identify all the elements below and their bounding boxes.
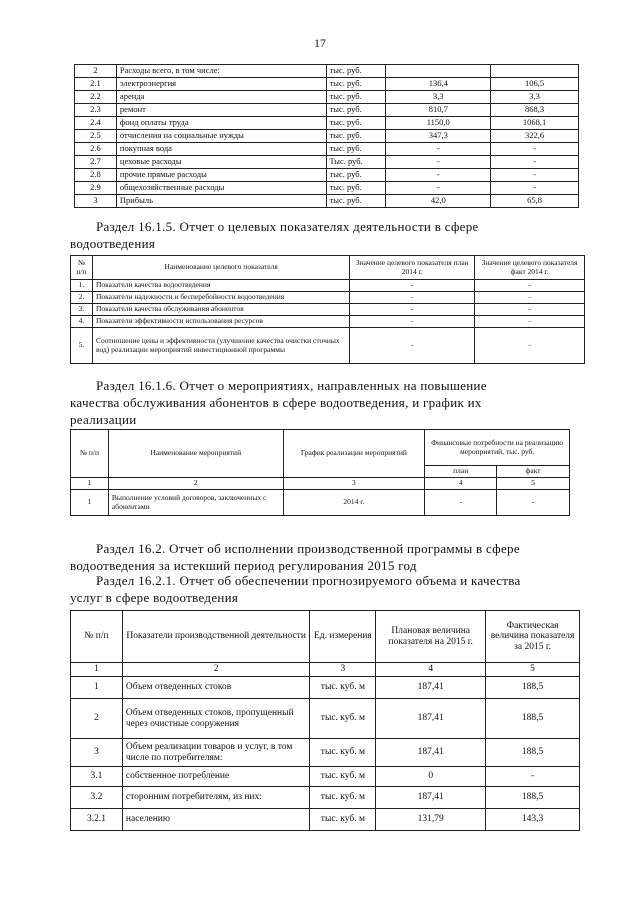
header-cell: № п/п bbox=[71, 256, 93, 280]
table-row: 1 Выполнение условий договоров, заключенных с абонентами 2014 г. - - bbox=[71, 490, 570, 516]
header-cell: Значение целевого показателя факт 2014 г. bbox=[475, 256, 585, 280]
column-number: 5 bbox=[486, 663, 580, 677]
column-number: 1 bbox=[71, 478, 109, 490]
header-cell: Наименование целевого показателя bbox=[92, 256, 349, 280]
table-row: 3.2.1 населению тыс. куб. м 131,79 143,3 bbox=[71, 809, 580, 831]
header-cell: Показатели производственной деятельности bbox=[122, 611, 310, 663]
header-cell: № п/п bbox=[71, 611, 123, 663]
section-16-1-6-heading: Раздел 16.1.6. Отчет о мероприятиях, направленных на повышение качества обслуживания абонентов в сфере водоотведения, и график их реализации bbox=[70, 378, 487, 427]
table-row: 2.3 ремонт тыс. руб. 810,7 868,3 bbox=[75, 104, 579, 117]
column-number: 1 bbox=[71, 663, 123, 677]
header-cell: График реализации мероприятий bbox=[283, 430, 425, 478]
header-cell: план bbox=[425, 466, 497, 478]
table-row: 3.1 собственное потребление тыс. куб. м 0 - bbox=[71, 767, 580, 787]
header-cell: Плановая величина показателя на 2015 г. bbox=[376, 611, 486, 663]
column-number: 4 bbox=[376, 663, 486, 677]
table-row: 3 Прибыль тыс. руб. 42,0 65,8 bbox=[75, 195, 579, 208]
table-row: 4. Показатели эффективности использования ресурсов - - bbox=[71, 316, 585, 328]
table-row: 3 Объем реализации товаров и услуг, в том числе по потребителям: тыс. куб. м 187,41 188,5 bbox=[71, 739, 580, 767]
table-row: 1. Показатели качества водоотведения - - bbox=[71, 280, 585, 292]
header-cell: Наименование мероприятий bbox=[108, 430, 283, 478]
table-row: 2.8 прочие прямые расходы тыс. руб. - - bbox=[75, 169, 579, 182]
table-row: 2.6 покупная вода тыс. руб. - - bbox=[75, 143, 579, 156]
table-row: 3. Показатели качества обслуживания абонентов - - bbox=[71, 304, 585, 316]
header-cell: Ед. измерения bbox=[310, 611, 376, 663]
section-16-2-heading: Раздел 16.2. Отчет об исполнении производственной программы в сфере водоотведения за истекший период регулирования 2015 год bbox=[70, 541, 520, 573]
table-row: 2.4 фонд оплаты труда тыс. руб. 1150,0 1068,1 bbox=[75, 117, 579, 130]
column-number: 5 bbox=[497, 478, 570, 490]
header-cell: Финансовые потребности на реализацию мероприятий, тыс. руб. bbox=[425, 430, 570, 466]
table-row: 2.7 цеховые расходы Тыс. руб. - - bbox=[75, 156, 579, 169]
production-indicators-table bbox=[70, 610, 580, 831]
table-row: 2.2 аренда тыс. руб. 3,3 3,3 bbox=[75, 91, 579, 104]
table-row: 1 Объем отведенных стоков тыс. куб. м 187,41 188,5 bbox=[71, 677, 580, 699]
column-number: 2 bbox=[122, 663, 310, 677]
header-cell: факт bbox=[497, 466, 570, 478]
header-cell: Фактическая величина показателя за 2015 г. bbox=[486, 611, 580, 663]
table-row: 3.2 сторонним потребителям, из них: тыс. куб. м 187,41 188,5 bbox=[71, 787, 580, 809]
table-row: 2.1 электроэнергия тыс. руб. 136,4 106,5 bbox=[75, 78, 579, 91]
table-row: 2 Расходы всего, в том числе: тыс. руб. bbox=[75, 65, 579, 78]
column-number: 2 bbox=[108, 478, 283, 490]
column-number: 3 bbox=[283, 478, 425, 490]
table-row: 2. Показатели надежности и бесперебойности водоотведения - - bbox=[71, 292, 585, 304]
table-row: 2.9 общехозяйственные расходы тыс. руб. - - bbox=[75, 182, 579, 195]
column-number: 3 bbox=[310, 663, 376, 677]
table-row: 5. Соотношение цены и эффективности (улучшение качества очистки сточных вод) реализации мероприятий инвестиционной программы - - bbox=[71, 328, 585, 364]
table-row: 2 Объем отведенных стоков, пропущенный через очистные сооружения тыс. куб. м 187,41 188,5 bbox=[71, 699, 580, 739]
section-16-2-1-heading: Раздел 16.2.1. Отчет об обеспечении прогнозируемого объема и качества услуг в сфере водоотведения bbox=[70, 573, 521, 605]
header-cell: Значение целевого показателя план 2014 г. bbox=[350, 256, 475, 280]
page-number: 17 bbox=[314, 36, 326, 50]
measures-table bbox=[70, 429, 570, 516]
target-indicators-table bbox=[70, 255, 585, 364]
section-16-1-5-heading: Раздел 16.1.5. Отчет о целевых показателях деятельности в сфере водоотведения bbox=[70, 219, 479, 251]
expenses-table bbox=[74, 64, 579, 208]
table-row: 2.5 отчисления на социальные нужды тыс. руб. 347,3 322,6 bbox=[75, 130, 579, 143]
column-number: 4 bbox=[425, 478, 497, 490]
header-cell: № п/п bbox=[71, 430, 109, 478]
